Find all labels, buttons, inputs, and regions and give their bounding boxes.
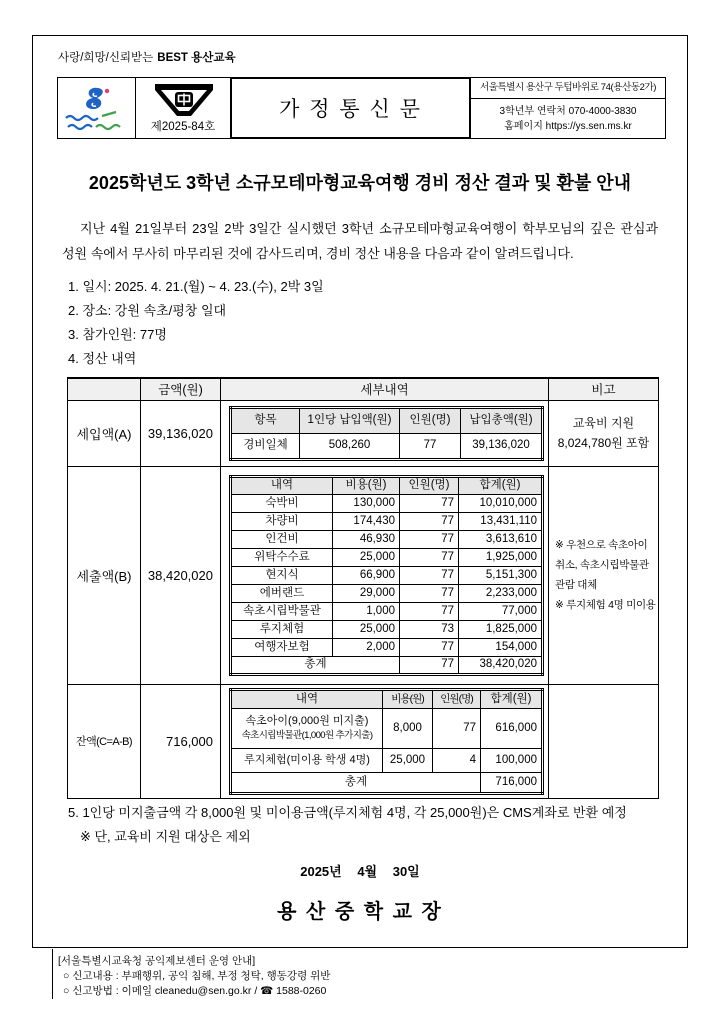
education-office-logo-cell bbox=[57, 77, 136, 139]
cell-people: 73 bbox=[400, 620, 459, 638]
cell-sum: 13,431,110 bbox=[459, 512, 543, 530]
cell-sum: 77,000 bbox=[459, 602, 543, 620]
note-line: ※ 우천으로 속초아이 bbox=[555, 539, 648, 551]
item-line: 속초시립박물관(1,000원 추가지출) bbox=[241, 729, 373, 741]
header-amount: 금액(원) bbox=[141, 378, 221, 400]
contact-number: 3학년부 연락처 070-4000-3830 bbox=[499, 106, 637, 117]
school-info-cell bbox=[470, 77, 666, 139]
letterhead bbox=[57, 77, 666, 139]
cell-sum: 3,613,610 bbox=[459, 530, 543, 548]
cell-cost: 66,900 bbox=[333, 566, 400, 584]
balance-total-row bbox=[231, 772, 543, 793]
table-row bbox=[231, 620, 543, 638]
cell-people: 77 bbox=[400, 512, 459, 530]
list-item-date: 1. 일시: 2025. 4. 21.(월) ~ 4. 23.(수), 2박 3일 bbox=[68, 279, 324, 294]
cell-sum: 616,000 bbox=[481, 708, 543, 748]
cell-sum: 100,000 bbox=[481, 748, 543, 772]
col-total-paid: 납입총액(원) bbox=[461, 407, 543, 433]
cell-sum: 1,825,000 bbox=[459, 620, 543, 638]
school-emblem-icon bbox=[154, 83, 214, 117]
balance-label: 잔액(C=A-B) bbox=[68, 684, 141, 798]
cell-people: 77 bbox=[400, 548, 459, 566]
expense-detail-cell bbox=[221, 466, 549, 684]
cell-item: 현지식 bbox=[231, 566, 333, 584]
cell-item: 경비일체 bbox=[231, 433, 300, 459]
cell-people: 77 bbox=[400, 530, 459, 548]
table-row bbox=[231, 530, 543, 548]
balance-detail-table bbox=[229, 688, 544, 795]
whistleblower-footer bbox=[52, 949, 412, 999]
settlement-header-row bbox=[68, 378, 659, 400]
col-item: 내역 bbox=[231, 476, 333, 494]
col-people: 인원(명) bbox=[400, 476, 459, 494]
cell-people: 77 bbox=[400, 494, 459, 512]
cell-item bbox=[231, 748, 383, 772]
balance-row bbox=[68, 684, 659, 798]
income-detail-table bbox=[229, 406, 544, 461]
income-row bbox=[68, 400, 659, 466]
header-note: 비고 bbox=[549, 378, 659, 400]
expense-label: 세출액(B) bbox=[68, 466, 141, 684]
col-item: 항목 bbox=[231, 407, 300, 433]
note-line: 8,024,780원 포함 bbox=[557, 436, 650, 450]
table-row bbox=[231, 708, 543, 748]
expense-detail-header bbox=[231, 476, 543, 494]
document-number: 제2025-84호 bbox=[150, 121, 216, 133]
cell-sum: 10,010,000 bbox=[459, 494, 543, 512]
cell-cost: 46,930 bbox=[333, 530, 400, 548]
item-line: 속초아이(9,000원 미지출) bbox=[245, 714, 369, 727]
school-address: 서울특별시 용산구 두텁바위로 74(용산동2가) bbox=[471, 78, 665, 99]
cell-cost: 130,000 bbox=[333, 494, 400, 512]
note-line: 관람 대체 bbox=[555, 579, 597, 591]
cell-people: 77 bbox=[400, 566, 459, 584]
income-amount: 39,136,020 bbox=[141, 400, 221, 466]
refund-note: 5. 1인당 미지출금액 각 8,000원 및 미이용금액(루지체험 4명, 각 25,000원)은 CMS계좌로 반환 예정 bbox=[68, 805, 627, 820]
cell-item: 루지체험 bbox=[231, 620, 333, 638]
col-people: 인원(명) bbox=[400, 407, 461, 433]
balance-amount: 716,000 bbox=[141, 684, 221, 798]
total-sum: 38,420,020 bbox=[459, 656, 543, 674]
table-row bbox=[231, 566, 543, 584]
list-item-place: 2. 장소: 강원 속초/평창 일대 bbox=[68, 303, 227, 318]
cell-people: 77 bbox=[400, 638, 459, 656]
issue-date: 2025년 4월 30일 bbox=[300, 864, 420, 879]
item-line: 루지체험(미이용 학생 4명) bbox=[244, 753, 370, 766]
cell-item: 위탁수수료 bbox=[231, 548, 333, 566]
col-per-person: 1인당 납입액(원) bbox=[300, 407, 400, 433]
balance-detail-cell bbox=[221, 684, 549, 798]
motto-prefix: 사랑/희망/신뢰받는 bbox=[58, 52, 154, 64]
balance-detail-header bbox=[231, 689, 543, 708]
exception-note: ※ 단, 교육비 지원 대상은 제외 bbox=[80, 829, 251, 844]
info-list bbox=[68, 277, 648, 373]
expense-row bbox=[68, 466, 659, 684]
cell-item: 속초시립박물관 bbox=[231, 602, 333, 620]
col-cost: 비용(원) bbox=[333, 476, 400, 494]
cell-cost: 25,000 bbox=[333, 548, 400, 566]
header-blank-cell bbox=[68, 378, 141, 400]
table-row bbox=[231, 748, 543, 772]
cell-item: 여행자보험 bbox=[231, 638, 333, 656]
cell-sum: 1,925,000 bbox=[459, 548, 543, 566]
list-item-settlement: 4. 정산 내역 bbox=[68, 351, 137, 366]
seoul-education-logo-icon bbox=[62, 86, 132, 132]
cell-item: 에버랜드 bbox=[231, 584, 333, 602]
col-cost: 비용(원) bbox=[383, 689, 433, 708]
total-label: 총계 bbox=[231, 772, 481, 793]
cell-item: 인건비 bbox=[231, 530, 333, 548]
document-type-title: 가 정 통 신 문 bbox=[230, 77, 471, 139]
note-line: 취소, 속초시립박물관 bbox=[555, 559, 649, 571]
footer-title: [서울특별시교육청 공익제보센터 운영 안내] bbox=[58, 955, 256, 967]
total-sum: 716,000 bbox=[481, 772, 543, 793]
motto-bold: BEST 용산교육 bbox=[157, 52, 236, 64]
list-item-participants: 3. 참가인원: 77명 bbox=[68, 327, 167, 342]
motto-line bbox=[58, 50, 236, 66]
note-line: 교육비 지원 bbox=[572, 416, 635, 430]
total-people: 77 bbox=[400, 656, 459, 674]
cell-total-paid: 39,136,020 bbox=[461, 433, 543, 459]
table-row bbox=[231, 548, 543, 566]
note-line: ※ 루지체험 4명 미이용 bbox=[555, 599, 656, 611]
balance-note bbox=[549, 684, 659, 798]
notice-title: 2025학년도 3학년 소규모테마형교육여행 경비 정산 결과 및 환불 안내 bbox=[88, 173, 632, 193]
cell-cost: 25,000 bbox=[383, 748, 433, 772]
settlement-table bbox=[67, 377, 659, 799]
principal-signature: 용 산 중 학 교 장 bbox=[277, 901, 443, 923]
income-detail-cell bbox=[221, 400, 549, 466]
income-detail-header bbox=[231, 407, 543, 433]
cell-cost: 8,000 bbox=[383, 708, 433, 748]
expense-total-row bbox=[231, 656, 543, 674]
col-people: 인원(명) bbox=[433, 689, 481, 708]
cell-people: 77 bbox=[400, 584, 459, 602]
cell-item: 숙박비 bbox=[231, 494, 333, 512]
cell-cost: 174,430 bbox=[333, 512, 400, 530]
table-row bbox=[231, 494, 543, 512]
cell-item: 차량비 bbox=[231, 512, 333, 530]
table-row bbox=[231, 602, 543, 620]
table-row bbox=[231, 638, 543, 656]
intro-paragraph: 지난 4월 21일부터 23일 2박 3일간 실시했던 3학년 소규모테마형교육여행이 학부모님의 깊은 관심과 성원 속에서 무사히 마무리된 것에 감사드리며, 경비 정산 내용을 다음과 같이 알려드립니다. bbox=[62, 221, 658, 261]
cell-per-person: 508,260 bbox=[300, 433, 400, 459]
header-detail: 세부내역 bbox=[221, 378, 549, 400]
school-emblem-cell bbox=[135, 77, 231, 139]
cell-sum: 154,000 bbox=[459, 638, 543, 656]
col-item: 내역 bbox=[231, 689, 383, 708]
cell-cost: 2,000 bbox=[333, 638, 400, 656]
cell-cost: 29,000 bbox=[333, 584, 400, 602]
table-row bbox=[231, 433, 543, 459]
cell-cost: 25,000 bbox=[333, 620, 400, 638]
income-label: 세입액(A) bbox=[68, 400, 141, 466]
expense-note bbox=[549, 466, 659, 684]
col-sum: 합계(원) bbox=[459, 476, 543, 494]
cell-sum: 5,151,300 bbox=[459, 566, 543, 584]
expense-amount: 38,420,020 bbox=[141, 466, 221, 684]
footer-line: ○ 신고방법 : 이메일 cleanedu@sen.go.kr / ☎ 1588-0260 bbox=[63, 985, 327, 997]
expense-detail-table bbox=[229, 475, 544, 676]
cell-item bbox=[231, 708, 383, 748]
total-label: 총계 bbox=[231, 656, 400, 674]
homepage-url: 홈페이지 https://ys.sen.ms.kr bbox=[504, 121, 632, 132]
table-row bbox=[231, 512, 543, 530]
cell-sum: 2,233,000 bbox=[459, 584, 543, 602]
income-note bbox=[549, 400, 659, 466]
cell-people: 77 bbox=[400, 602, 459, 620]
col-sum: 합계(원) bbox=[481, 689, 543, 708]
cell-people: 77 bbox=[400, 433, 461, 459]
cell-people: 4 bbox=[433, 748, 481, 772]
cell-cost: 1,000 bbox=[333, 602, 400, 620]
footer-line: ○ 신고내용 : 부패행위, 공익 침해, 부정 청탁, 행동강령 위반 bbox=[63, 970, 331, 982]
cell-people: 77 bbox=[433, 708, 481, 748]
table-row bbox=[231, 584, 543, 602]
